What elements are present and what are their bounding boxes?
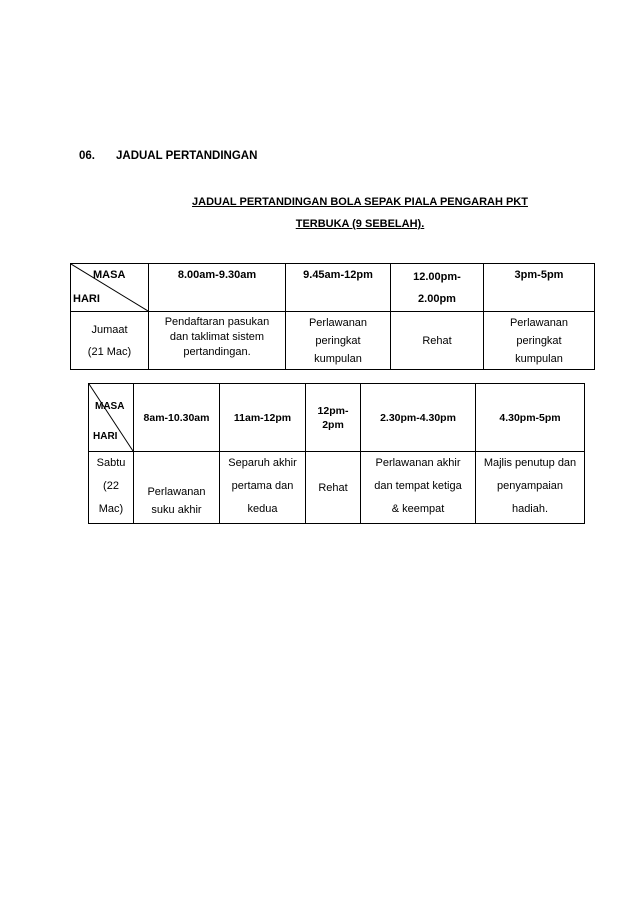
activity-cell-1 [134, 452, 220, 524]
header-time-1: 8am-10.30am [134, 384, 220, 452]
table-header-row [89, 384, 585, 452]
activity-2-line2: peringkat [315, 334, 361, 347]
activity-cell-3 [306, 452, 361, 524]
table-header-row [71, 264, 595, 312]
activity-3-line1: Rehat [422, 334, 452, 347]
header-time-4: 3pm-5pm [484, 264, 595, 312]
day-cell [89, 452, 134, 524]
activity-5-line1: Majlis penutup dan [483, 457, 577, 469]
activity-cell-1 [149, 312, 286, 370]
activity-cell-2 [220, 452, 306, 524]
activity-2-line1: Separuh akhir [228, 457, 297, 469]
activity-1-line1: Perlawanan [147, 486, 206, 498]
section-number: 06. [79, 150, 95, 162]
header-time-3-line2: 2.00pm [418, 293, 456, 305]
activity-4-line3: & keempat [391, 503, 445, 515]
activity-cell-4 [361, 452, 476, 524]
activity-cell-5 [476, 452, 585, 524]
activity-1-line1: Pendaftaran pasukan [164, 316, 270, 328]
activity-cell-4 [484, 312, 595, 370]
section-title: JADUAL PERTANDINGAN [116, 150, 258, 162]
activity-2-line2: pertama dan [231, 480, 294, 492]
corner-hari-label: HARI [93, 431, 118, 442]
activity-2-line3: kedua [247, 503, 278, 515]
day-date-1: (22 [103, 480, 119, 492]
activity-4-line1: Perlawanan akhir [375, 457, 461, 469]
document-title-line2: TERBUKA (9 SEBELAH). [295, 218, 425, 230]
activity-4-line3: kumpulan [515, 352, 563, 365]
header-time-3-line1: 12.00pm- [413, 271, 461, 283]
header-time-4: 2.30pm-4.30pm [361, 384, 476, 452]
activity-1-line3: pertandingan. [183, 346, 251, 358]
corner-masa-label: MASA [93, 269, 126, 281]
day-date-2: Mac) [98, 503, 124, 515]
header-time-3 [391, 264, 484, 312]
corner-masa-label: MASA [95, 401, 125, 412]
activity-5-line3: hadiah. [511, 503, 549, 515]
activity-1-line2: suku akhir [151, 504, 202, 516]
activity-cell-3 [391, 312, 484, 370]
schedule-table-saturday [88, 383, 585, 524]
day-name: Jumaat [91, 323, 128, 336]
activity-3-line1: Rehat [318, 481, 348, 494]
document-title-line1: JADUAL PERTANDINGAN BOLA SEPAK PIALA PENGARAH PKT [192, 196, 528, 208]
header-time-3 [306, 384, 361, 452]
activity-cell-2 [286, 312, 391, 370]
table-row [71, 312, 595, 370]
header-time-5: 4.30pm-5pm [476, 384, 585, 452]
corner-header-cell [89, 384, 134, 452]
corner-hari-label: HARI [73, 293, 100, 305]
header-time-2: 11am-12pm [220, 384, 306, 452]
header-time-3-line2: 2pm [322, 418, 344, 431]
activity-2-line1: Perlawanan [308, 316, 368, 329]
header-time-2: 9.45am-12pm [286, 264, 391, 312]
corner-header-cell [71, 264, 149, 312]
activity-4-line1: Perlawanan [509, 316, 569, 329]
day-name: Sabtu [96, 457, 126, 469]
day-cell [71, 312, 149, 370]
activity-5-line2: penyampaian [496, 480, 564, 492]
header-time-1: 8.00am-9.30am [149, 264, 286, 312]
day-date: (21 Mac) [87, 345, 132, 358]
activity-4-line2: dan tempat ketiga [374, 480, 462, 492]
header-time-3-line1: 12pm- [317, 404, 349, 417]
activity-4-line2: peringkat [516, 334, 562, 347]
table-row [89, 452, 585, 524]
schedule-table-friday [70, 263, 595, 370]
activity-1-line2: dan taklimat sistem [169, 331, 265, 343]
activity-2-line3: kumpulan [314, 352, 362, 365]
